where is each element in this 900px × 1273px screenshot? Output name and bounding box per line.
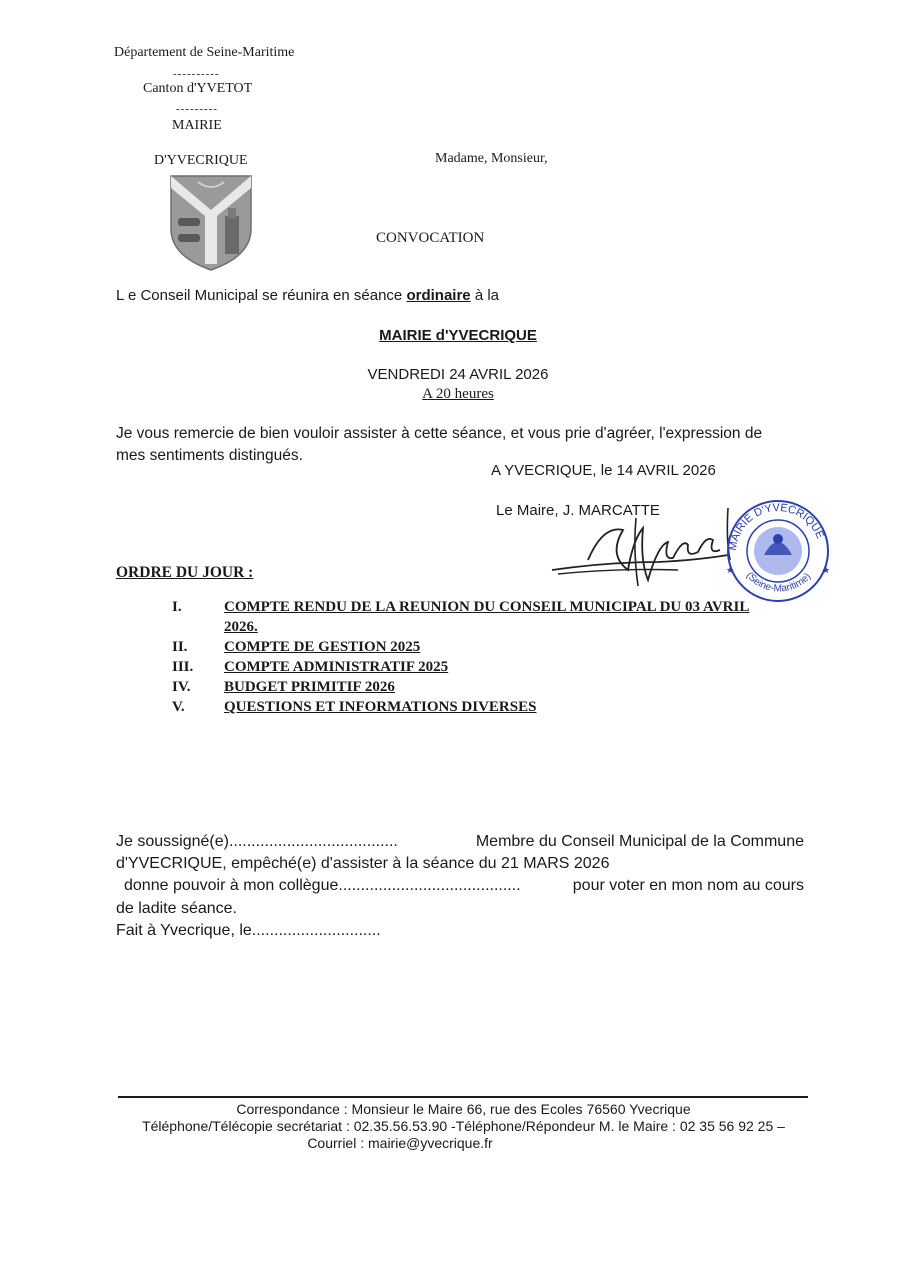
agenda-item-text: QUESTIONS ET INFORMATIONS DIVERSES: [224, 699, 537, 715]
session-type: ordinaire: [406, 287, 471, 304]
footer-phone: Téléphone/Télécopie secrétariat : 02.35.56.53.90 -Téléphone/Répondeur M. le Maire : 02 35 56 92 25 –: [142, 1118, 785, 1134]
canton-label: Canton d'YVETOT: [143, 81, 253, 96]
svg-text:★: ★: [822, 565, 831, 575]
mairie-label: MAIRIE: [172, 118, 222, 133]
coat-of-arms-icon: [168, 174, 254, 272]
salutation: Madame, Monsieur,: [435, 151, 548, 166]
agenda-item: [172, 639, 792, 659]
footer-email: Courriel : mairie@yvecrique.fr: [307, 1135, 493, 1151]
stamp-top-text: MAIRIE D'YVECRIQUE: [726, 501, 827, 552]
svg-text:★: ★: [726, 565, 735, 575]
stamp-bottom-text: (Seine-Maritime): [743, 570, 814, 595]
meeting-time: A 20 heures: [422, 386, 494, 402]
signatory-name: Le Maire, J. MARCATTE: [496, 502, 660, 519]
agenda-item-number: I.: [172, 599, 182, 615]
proxy-text: Membre du Conseil Municipal de la Commune: [475, 833, 804, 850]
closing-line-1: Je vous remercie de bien vouloir assister à cette séance, et vous prie d'agréer, l'expression de: [116, 425, 763, 442]
agenda-item: [172, 679, 792, 699]
proxy-line-1: [116, 833, 804, 851]
agenda-list: [172, 599, 792, 719]
agenda-heading: ORDRE DU JOUR :: [116, 564, 254, 581]
proxy-line-2: d'YVECRIQUE, empêché(e) d'assister à la séance du 21 MARS 2026: [116, 855, 610, 872]
closing-line-2: mes sentiments distingués.: [116, 447, 303, 464]
agenda-item-text: 2026.: [224, 619, 258, 635]
department-label: Département de Seine-Maritime: [114, 45, 295, 60]
agenda-item-text: COMPTE DE GESTION 2025: [224, 639, 421, 655]
proxy-date-field[interactable]: Fait à Yvecrique, le.............................: [116, 922, 381, 939]
proxy-line-3: [124, 877, 804, 895]
footer-divider: [118, 1096, 808, 1098]
agenda-item-number: IV.: [172, 679, 191, 695]
commune-label: D'YVECRIQUE: [154, 153, 248, 168]
intro-after: à la: [474, 287, 499, 304]
agenda-item-text: COMPTE ADMINISTRATIF 2025: [224, 659, 449, 675]
intro-before: L e Conseil Municipal se réunira en séance: [116, 287, 403, 304]
agenda-item: [172, 699, 792, 719]
official-stamp-icon: [718, 493, 838, 603]
meeting-place: MAIRIE d'YVECRIQUE: [379, 327, 537, 344]
header-separator: ----------: [173, 68, 220, 80]
proxy-line-4: de ladite séance.: [116, 900, 237, 917]
proxy-name-field[interactable]: Je soussigné(e)......................................: [116, 833, 398, 850]
agenda-item-number: III.: [172, 659, 194, 675]
agenda-item: [172, 659, 792, 679]
place-and-date: A YVECRIQUE, le 14 AVRIL 2026: [491, 462, 716, 479]
agenda-item-text: BUDGET PRIMITIF 2026: [224, 679, 395, 695]
agenda-item-number: V.: [172, 699, 185, 715]
agenda-item: [172, 599, 792, 619]
agenda-item-number: II.: [172, 639, 188, 655]
proxy-colleague-field[interactable]: donne pouvoir à mon collègue.........................................: [124, 877, 521, 894]
footer-address: Correspondance : Monsieur le Maire 66, rue des Ecoles 76560 Yvecrique: [236, 1101, 691, 1117]
proxy-text: pour voter en mon nom au cours: [572, 877, 804, 894]
meeting-date: VENDREDI 24 AVRIL 2026: [367, 366, 549, 383]
intro-sentence: [116, 287, 499, 304]
agenda-item-continuation: [172, 619, 792, 639]
header-separator: ---------: [176, 103, 218, 115]
document-title: CONVOCATION: [376, 230, 485, 246]
agenda-item-text: COMPTE RENDU DE LA REUNION DU CONSEIL MUNICIPAL DU 03 AVRIL: [224, 599, 750, 615]
